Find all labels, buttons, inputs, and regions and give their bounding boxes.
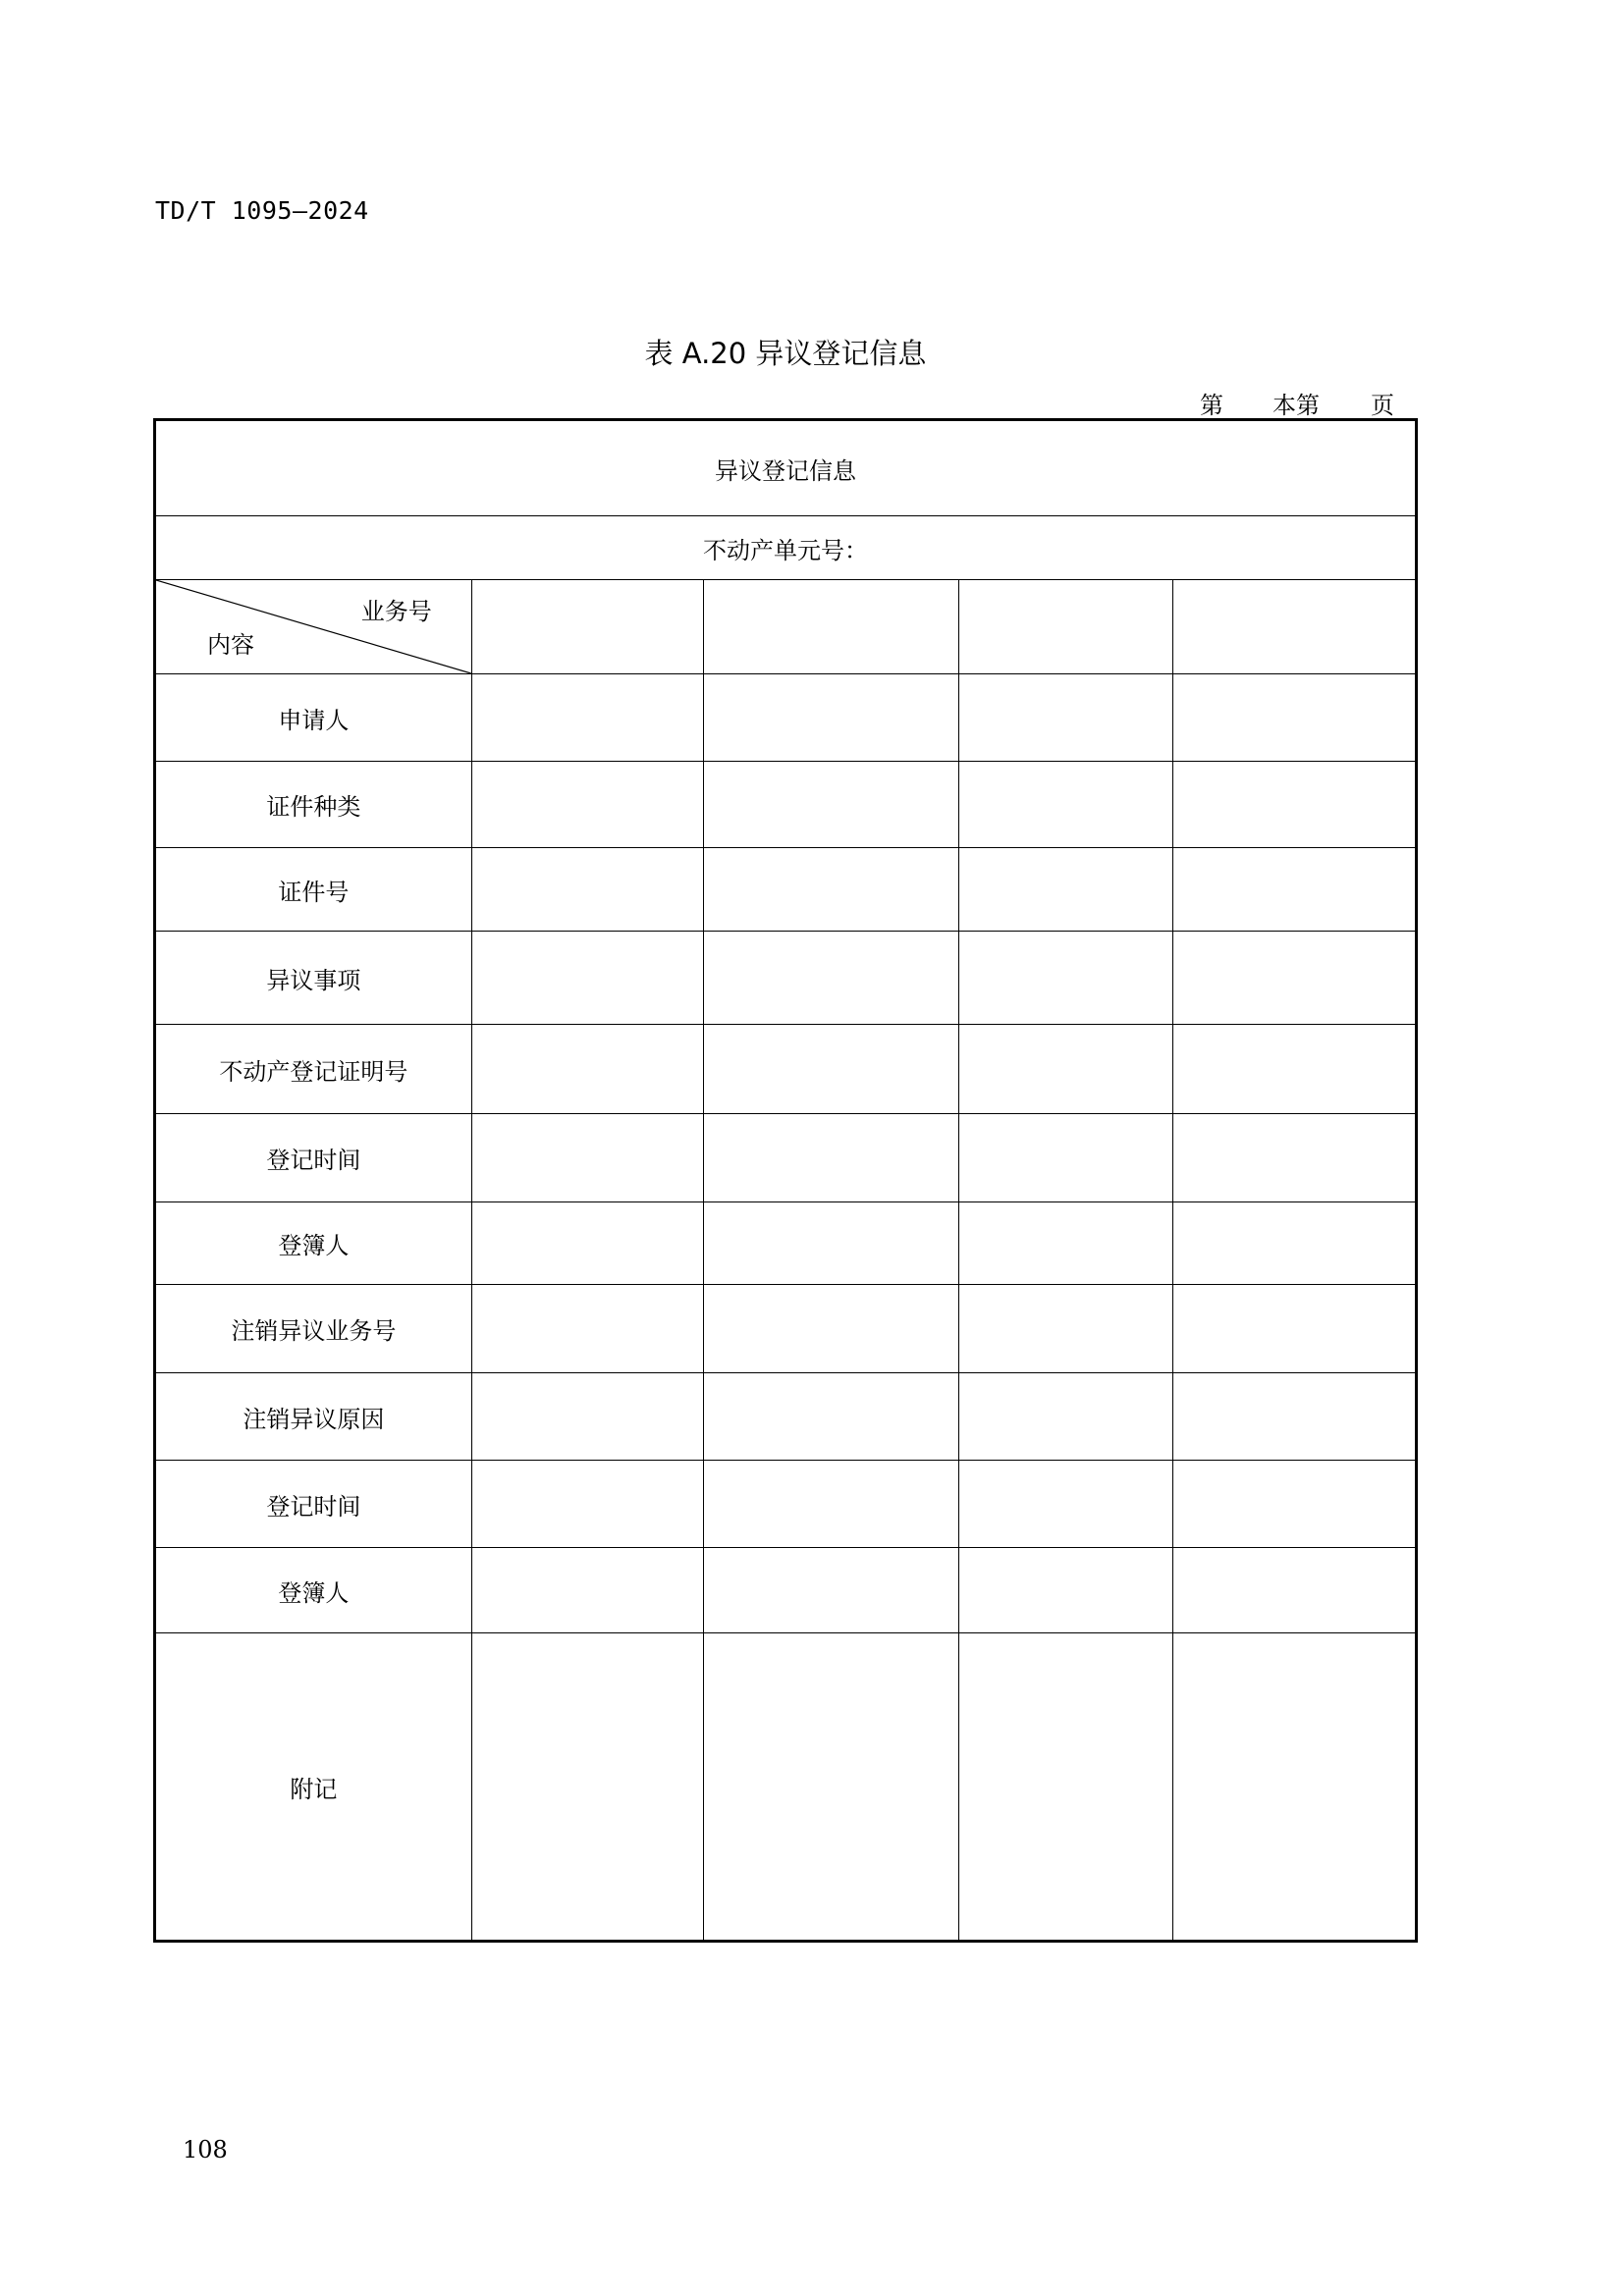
- value-cell[interactable]: [1173, 1548, 1417, 1633]
- table-rows: [155, 674, 1417, 1942]
- table-row: [155, 1633, 1417, 1942]
- table-row: [155, 674, 1417, 762]
- table-caption: 表 A.20 异议登记信息: [644, 337, 927, 370]
- row-label: 证件种类: [155, 762, 472, 848]
- page-marker-di-2: 第: [1296, 392, 1320, 419]
- value-cell[interactable]: [704, 1461, 959, 1548]
- value-cell[interactable]: [471, 1202, 704, 1285]
- table-row: [155, 762, 1417, 848]
- page-marker-ben: 本: [1272, 392, 1296, 419]
- value-cell[interactable]: [1173, 932, 1417, 1025]
- unit-number-label: 不动产单元号：: [155, 516, 1417, 580]
- value-cell[interactable]: [958, 1025, 1173, 1114]
- business-column-2[interactable]: [704, 580, 959, 674]
- value-cell[interactable]: [704, 1285, 959, 1373]
- row-label: 登簿人: [155, 1548, 472, 1633]
- value-cell[interactable]: [471, 1025, 704, 1114]
- table-row: [155, 1461, 1417, 1548]
- standard-code: TD/T 1095—2024: [155, 196, 369, 225]
- corner-business-number: 业务号: [360, 598, 432, 625]
- table-row: [155, 1548, 1417, 1633]
- corner-content: 内容: [207, 631, 254, 659]
- page-number: 108: [183, 2136, 228, 2163]
- value-cell[interactable]: [1173, 1114, 1417, 1202]
- business-column-3[interactable]: [958, 580, 1173, 674]
- value-cell[interactable]: [704, 762, 959, 848]
- value-cell[interactable]: [471, 848, 704, 932]
- table-row: [155, 1202, 1417, 1285]
- value-cell[interactable]: [704, 1025, 959, 1114]
- value-cell[interactable]: [471, 1285, 704, 1373]
- diagonal-header-cell: [155, 580, 472, 674]
- page-marker: [1200, 386, 1394, 420]
- value-cell[interactable]: [958, 1633, 1173, 1942]
- table-title: 异议登记信息: [155, 420, 1417, 516]
- row-label: 登记时间: [155, 1114, 472, 1202]
- row-label: 附记: [155, 1633, 472, 1942]
- value-cell[interactable]: [1173, 1285, 1417, 1373]
- row-label: 申请人: [155, 674, 472, 762]
- value-cell[interactable]: [704, 932, 959, 1025]
- objection-registration-table: [153, 418, 1418, 1943]
- value-cell[interactable]: [471, 674, 704, 762]
- value-cell[interactable]: [958, 1285, 1173, 1373]
- page-marker-ye: 页: [1371, 392, 1394, 419]
- value-cell[interactable]: [704, 1373, 959, 1461]
- value-cell[interactable]: [958, 1373, 1173, 1461]
- table-row: [155, 848, 1417, 932]
- value-cell[interactable]: [1173, 674, 1417, 762]
- value-cell[interactable]: [1173, 1373, 1417, 1461]
- value-cell[interactable]: [704, 1114, 959, 1202]
- value-cell[interactable]: [958, 1202, 1173, 1285]
- value-cell[interactable]: [471, 762, 704, 848]
- row-label: 注销异议业务号: [155, 1285, 472, 1373]
- value-cell[interactable]: [958, 1461, 1173, 1548]
- row-label: 异议事项: [155, 932, 472, 1025]
- row-label: 登记时间: [155, 1461, 472, 1548]
- value-cell[interactable]: [1173, 848, 1417, 932]
- table-row: [155, 1025, 1417, 1114]
- value-cell[interactable]: [471, 1633, 704, 1942]
- value-cell[interactable]: [1173, 1461, 1417, 1548]
- value-cell[interactable]: [958, 674, 1173, 762]
- row-label: 注销异议原因: [155, 1373, 472, 1461]
- business-column-4[interactable]: [1173, 580, 1417, 674]
- value-cell[interactable]: [1173, 1633, 1417, 1942]
- row-label: 登簿人: [155, 1202, 472, 1285]
- value-cell[interactable]: [958, 848, 1173, 932]
- value-cell[interactable]: [1173, 1202, 1417, 1285]
- table-row: [155, 1114, 1417, 1202]
- value-cell[interactable]: [704, 1633, 959, 1942]
- value-cell[interactable]: [471, 1114, 704, 1202]
- value-cell[interactable]: [704, 1202, 959, 1285]
- table-row: [155, 1373, 1417, 1461]
- value-cell[interactable]: [471, 932, 704, 1025]
- table-row: [155, 932, 1417, 1025]
- value-cell[interactable]: [958, 1548, 1173, 1633]
- value-cell[interactable]: [1173, 1025, 1417, 1114]
- value-cell[interactable]: [958, 762, 1173, 848]
- value-cell[interactable]: [471, 1548, 704, 1633]
- value-cell[interactable]: [958, 932, 1173, 1025]
- business-column-1[interactable]: [471, 580, 704, 674]
- value-cell[interactable]: [704, 674, 959, 762]
- row-label: 不动产登记证明号: [155, 1025, 472, 1114]
- value-cell[interactable]: [704, 1548, 959, 1633]
- table-row: [155, 1285, 1417, 1373]
- value-cell[interactable]: [958, 1114, 1173, 1202]
- value-cell[interactable]: [704, 848, 959, 932]
- page-marker-di: 第: [1200, 392, 1223, 419]
- value-cell[interactable]: [471, 1373, 704, 1461]
- value-cell[interactable]: [471, 1461, 704, 1548]
- value-cell[interactable]: [1173, 762, 1417, 848]
- row-label: 证件号: [155, 848, 472, 932]
